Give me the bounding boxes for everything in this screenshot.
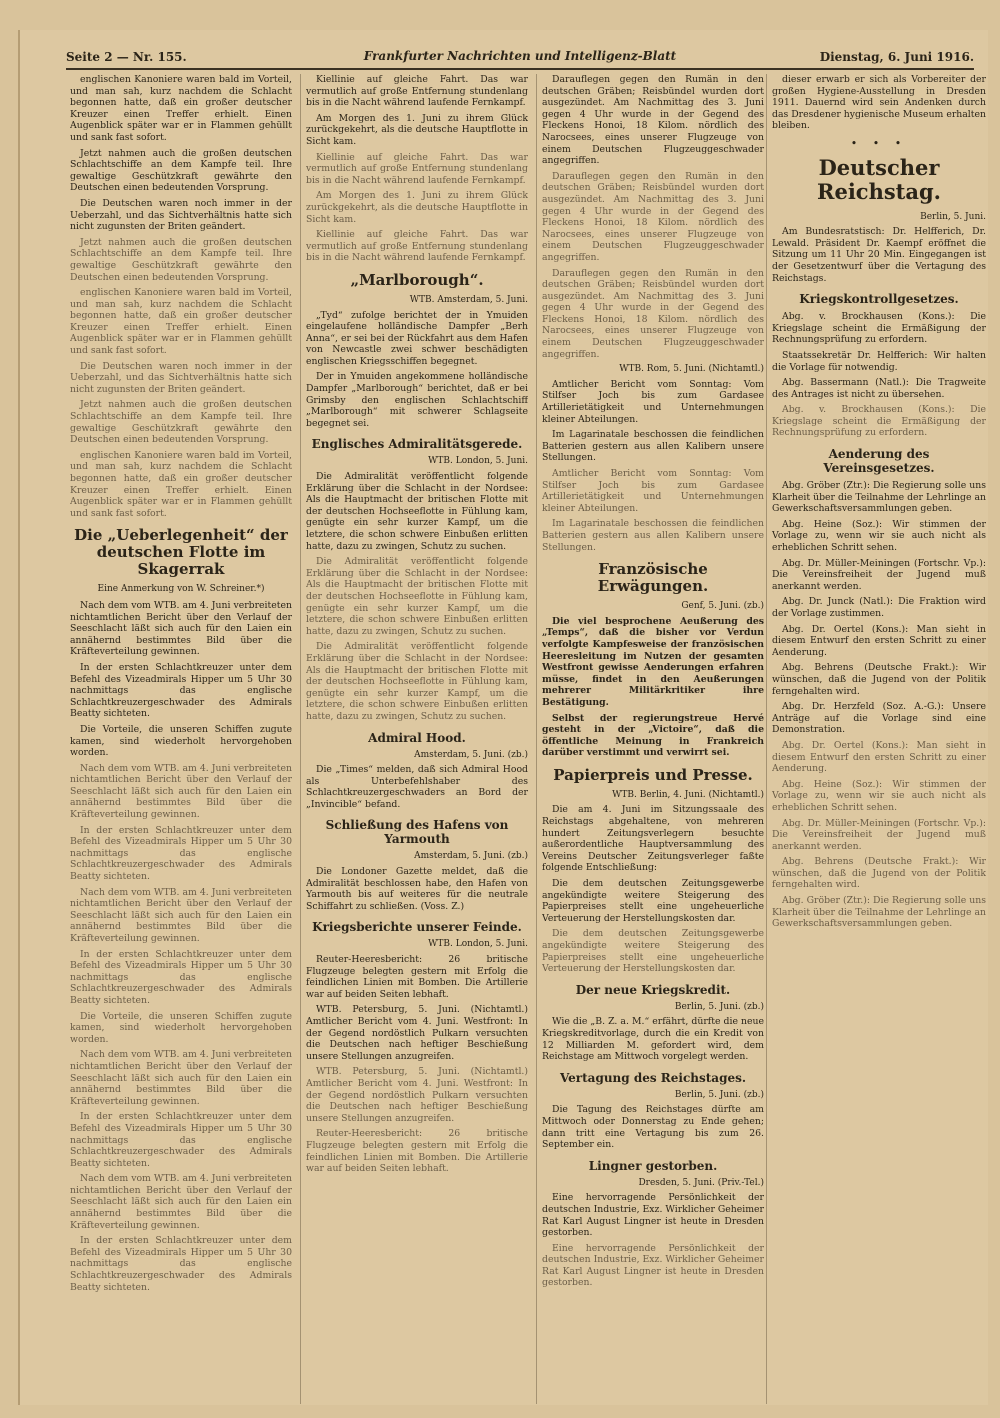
newspaper-title: Frankfurter Nachrichten und Intelligenz-Blatt	[363, 49, 677, 63]
paragraph: Im Lagarinatale beschossen die feindlichen Batterien gestern aus allen Kalibern unsere Stellungen.	[542, 429, 764, 464]
article-headline: Die „Ueberlegenheit“ der deutschen Flotte im Skagerrak	[74, 526, 288, 579]
paragraph: Kiellinie auf gleiche Fahrt. Das war vermutlich auf große Entfernung stundenlang bis in die Nacht während laufende Fernkampf.	[306, 74, 528, 109]
page-number: Seite 2 — Nr. 155.	[66, 50, 187, 64]
column-rule	[766, 74, 767, 1404]
paragraph: Die am 4. Juni im Sitzungssaale des Reichstags abgehaltene, von mehreren hundert Zeitungsverlegern besuchte außerordentliche Hauptversammlung des Vereins Deutscher Zeitungsverleger faßte folgende Entschließung:	[542, 804, 764, 874]
paragraph: Jetzt nahmen auch die großen deutschen Schlachtschiffe an dem Kampfe teil. Ihre gewaltige Geschützkraft gewährte den Deutschen einen bedeutenden Vorsprung.	[70, 236, 292, 283]
paragraph: Nach dem vom WTB. am 4. Juni verbreiteten nichtamtlichen Bericht über den Verlauf der Seeschlacht läßt sich auch für den Laien ein annähernd bestimmtes Bild über die Kräfteverteilung gewinnen.	[70, 1049, 292, 1107]
article-headline: Schließung des Hafens von Yarmouth	[325, 818, 509, 847]
dateline: WTB. Rom, 5. Juni. (Nichtamtl.)	[619, 364, 764, 375]
paragraph: In der ersten Schlachtkreuzer unter dem Befehl des Vizeadmirals Hipper um 5 Uhr 30 nachmittags das englische Schlachtkreuzergeschwader des Admirals Beatty sichteten.	[70, 661, 292, 720]
paragraph: Abg. Dr. Junck (Natl.): Die Fraktion wird der Vorlage zustimmen.	[772, 596, 986, 619]
article-headline: Französische Erwägungen.	[597, 560, 709, 596]
page-header	[66, 48, 974, 70]
article-headline: Deutscher Reichstag.	[817, 154, 941, 204]
paragraph: Im Lagarinatale beschossen die feindlichen Batterien gestern aus allen Kalibern unsere Stellungen.	[542, 518, 764, 553]
paragraph: Selbst der regierungstreue Hervé gesteht in der „Victoire“, daß die öffentliche Meinung in Frankreich darüber verstimmt und verwirrt sei.	[542, 712, 764, 759]
article-byline: Eine Anmerkung von W. Schreiner.*)	[97, 584, 265, 595]
column-3	[542, 74, 764, 1404]
paragraph: Kiellinie auf gleiche Fahrt. Das war vermutlich auf große Entfernung stundenlang bis in die Nacht während laufende Fernkampf.	[306, 229, 528, 264]
article-headline: „Marlborough“.	[350, 270, 484, 289]
paragraph: Abg. Behrens (Deutsche Frakt.): Wir wünschen, daß die Jugend von der Politik ferngehalten wird.	[772, 856, 986, 891]
paragraph: Abg. Heine (Soz.): Wir stimmen der Vorlage zu, wenn wir sie auch nicht als erheblichen Schritt sehen.	[772, 518, 986, 554]
paragraph: Die dem deutschen Zeitungsgewerbe angekündigte weitere Steigerung des Papierpreises stellt eine ungeheuerliche Verteuerung der Herstellungskosten dar.	[542, 928, 764, 975]
paragraph: Die dem deutschen Zeitungsgewerbe angekündigte weitere Steigerung des Papierpreises stellt eine ungeheuerliche Verteuerung der Herstellungskosten dar.	[542, 878, 764, 924]
paragraph: Die Admiralität veröffentlicht folgende Erklärung über die Schlacht in der Nordsee: Als die Hauptmacht der britischen Flotte mit der deutschen Hochseeflotte in Fühlung kam, genügte ein sehr kurzer Kampf, um die letztere, die schon schwere Einbußen erlitten hatte, dazu zu zwingen, Schutz zu suchen.	[306, 471, 528, 552]
paragraph: Der in Ymuiden angekommene holländische Dampfer „Marlborough“ berichtet, daß er bei Grimsby den englischen Schlachtschiff „Marlborough“ mit schwerer Schlagseite begegnet sei.	[306, 371, 528, 429]
dateline: Amsterdam, 5. Juni. (zb.)	[414, 749, 528, 760]
article-headline: Vertagung des Reichstages.	[559, 1070, 747, 1085]
paragraph: Die Admiralität veröffentlicht folgende Erklärung über die Schlacht in der Nordsee: Als die Hauptmacht der britischen Flotte mit der deutschen Hochseeflotte in Fühlung kam, genügte ein sehr kurzer Kampf, um die letztere, die schon schwere Einbußen erlitten hatte, dazu zu zwingen, Schutz zu suchen.	[306, 556, 528, 637]
newspaper-page	[18, 30, 988, 1405]
paragraph: Die Vorteile, die unseren Schiffen zugute kamen, sind wiederholt hervorgehoben worden.	[70, 1010, 292, 1045]
paragraph: Abg. v. Brockhausen (Kons.): Die Kriegslage scheint die Ermäßigung der Rechnungsprüfung zu erfordern.	[772, 311, 986, 346]
paragraph: Die Admiralität veröffentlicht folgende Erklärung über die Schlacht in der Nordsee: Als die Hauptmacht der britischen Flotte mit der deutschen Hochseeflotte in Fühlung kam, genügte ein sehr kurzer Kampf, um die letztere, die schon schwere Einbußen erlitten hatte, dazu zu zwingen, Schutz zu suchen.	[306, 641, 528, 722]
paragraph: Abg. Gröber (Ztr.): Die Regierung solle uns Klarheit über die Teilnahme der Lehrlinge an Gewerkschaftsversammlungen geben.	[772, 480, 986, 515]
dateline: Berlin, 5. Juni. (zb.)	[674, 1001, 764, 1012]
paragraph: Eine hervorragende Persönlichkeit der deutschen Industrie, Exz. Wirklicher Geheimer Rat Karl August Lingner ist heute in Dresden gestorben.	[542, 1242, 764, 1289]
article-headline: Kriegsberichte unserer Feinde.	[312, 920, 522, 935]
column-2	[306, 74, 528, 1404]
paragraph: Abg. Dr. Herzfeld (Soz. A.-G.): Unsere Anträge auf die Vorlage sind eine Demonstration.	[772, 701, 986, 736]
article-headline: Papierpreis und Presse.	[553, 765, 753, 784]
paragraph: Nach dem vom WTB. am 4. Juni verbreiteten nichtamtlichen Bericht über den Verlauf der Seeschlacht läßt sich auch für den Laien ein annähernd bestimmtes Bild über die Kräfteverteilung gewinnen.	[70, 762, 292, 821]
paragraph: WTB. Petersburg, 5. Juni. (Nichtamtl.) Amtlicher Bericht vom 4. Juni. Westfront: In der Gegend nordöstlich Pulkarn versuchten die Deutschen nach heftiger Beschießung unsere Stellungen anzugreifen.	[306, 1004, 528, 1062]
dateline: WTB. London, 5. Juni.	[428, 939, 528, 950]
dateline: WTB. Berlin, 4. Juni. (Nichtamtl.)	[612, 789, 764, 800]
dateline: WTB. London, 5. Juni.	[428, 456, 528, 467]
paragraph: Die viel besprochene Aeußerung des „Temps“, daß die bisher vor Verdun verfolgte Kampfesweise der französischen Heeresleitung im Nutzen der gesamten Westfront gewisse Aenderungen erfahren müsse, findet in den Aeußerungen mehrerer Militärkritiker ihre Bestätigung.	[542, 615, 764, 708]
paragraph: Die „Times“ melden, daß sich Admiral Hood als Unterbefehlshaber des Schlachtkreuzergeschwaders an Bord der „Invincible“ befand.	[306, 764, 528, 810]
paragraph: WTB. Petersburg, 5. Juni. (Nichtamtl.) Amtlicher Bericht vom 4. Juni. Westfront: In der Gegend nordöstlich Pulkarn versuchten die Deutschen nach heftiger Beschießung unsere Stellungen anzugreifen.	[306, 1066, 528, 1124]
paragraph: Abg. Dr. Müller-Meiningen (Fortschr. Vp.): Die Vereinsfreiheit der Jugend muß anerkannt werden.	[772, 817, 986, 852]
paragraph: Am Morgen des 1. Juni zu ihrem Glück zurückgekehrt, als die deutsche Hauptflotte in Sicht kam.	[306, 112, 528, 147]
paragraph: Abg. Dr. Müller-Meiningen (Fortschr. Vp.): Die Vereinsfreiheit der Jugend muß anerkannt werden.	[772, 557, 986, 592]
paragraph: Abg. Gröber (Ztr.): Die Regierung solle uns Klarheit über die Teilnahme der Lehrlinge an Gewerkschaftsversammlungen geben.	[772, 895, 986, 930]
paragraph: Wie die „B. Z. a. M.“ erfährt, dürfte die neue Kriegskreditvorlage, durch die ein Kredit von 12 Milliarden M. gefordert wird, dem Reichstage am Mittwoch vorgelegt werden.	[542, 1016, 764, 1063]
paragraph: Nach dem vom WTB. am 4. Juni verbreiteten nichtamtlichen Bericht über den Verlauf der Seeschlacht läßt sich auch für den Laien ein annähernd bestimmtes Bild über die Kräfteverteilung gewinnen.	[70, 1173, 292, 1231]
article-headline: Englisches Admiralitätsgerede.	[311, 437, 523, 452]
paragraph: Amtlicher Bericht vom Sonntag: Vom Stilfser Joch bis zum Gardasee Artillerietätigkeit und Unternehmungen kleiner Abteilungen.	[542, 378, 764, 425]
article-headline: Admiral Hood.	[368, 730, 466, 745]
paragraph: Am Bundesratstisch: Dr. Helfferich, Dr. Lewald. Präsident Dr. Kaempf eröffnet die Sitzung um 11 Uhr 20 Min. Eingegangen ist der Gesetzentwurf über die Vertagung des Reichstags.	[772, 226, 986, 284]
column-4	[772, 74, 986, 1404]
dateline: Dresden, 5. Juni. (Priv.-Tel.)	[638, 1177, 764, 1188]
paragraph: Abg. Behrens (Deutsche Frakt.): Wir wünschen, daß die Jugend von der Politik ferngehalten wird.	[772, 662, 986, 697]
dateline: WTB. Amsterdam, 5. Juni.	[409, 294, 528, 305]
paragraph: Nach dem vom WTB. am 4. Juni verbreiteten nichtamtlichen Bericht über den Verlauf der Seeschlacht läßt sich auch für den Laien ein annähernd bestimmtes Bild über die Kräfteverteilung gewinnen.	[70, 886, 292, 944]
column-rule	[536, 74, 537, 1404]
article-headline: Lingner gestorben.	[588, 1158, 718, 1173]
paragraph: In der ersten Schlachtkreuzer unter dem Befehl des Vizeadmirals Hipper um 5 Uhr 30 nachmittags das englische Schlachtkreuzergeschwader des Admirals Beatty sichteten.	[70, 1111, 292, 1169]
paragraph: Abg. v. Brockhausen (Kons.): Die Kriegslage scheint die Ermäßigung der Rechnungsprüfung zu erfordern.	[772, 404, 986, 439]
section-headline: Kriegskontrollgesetzes.	[799, 292, 959, 307]
section-separator: • • •	[850, 136, 908, 150]
paragraph: Abg. Heine (Soz.): Wir stimmen der Vorlage zu, wenn wir sie auch nicht als erheblichen Schritt sehen.	[772, 778, 986, 813]
paragraph: Eine hervorragende Persönlichkeit der deutschen Industrie, Exz. Wirklicher Geheimer Rat Karl August Lingner ist heute in Dresden gestorben.	[542, 1192, 764, 1239]
paragraph: englischen Kanoniere waren bald im Vorteil, und man sah, kurz nachdem die Schlacht begonnen hatte, daß ein großer deutscher Kreuzer einen Treffer erhielt. Einen Augenblick später war er in Flammen gehüllt und sank fast sofort.	[70, 74, 292, 143]
paragraph: Die Tagung des Reichstages dürfte am Mittwoch oder Donnerstag zu Ende gehen; dann tritt eine Vertagung bis zum 26. September ein.	[542, 1104, 764, 1151]
paragraph: Die Deutschen waren noch immer in der Ueberzahl, und das Sichtverhältnis hatte sich nicht zugunsten der Briten geändert.	[70, 360, 292, 395]
section-headline: Aenderung des Vereinsgesetzes.	[823, 447, 935, 476]
paragraph: Reuter-Heeresbericht: 26 britische Flugzeuge belegten gestern mit Erfolg die feindlichen Linien mit Bomben. Die Artillerie war auf beiden Seiten lebhaft.	[306, 1128, 528, 1175]
paragraph: Jetzt nahmen auch die großen deutschen Schlachtschiffe an dem Kampfe teil. Ihre gewaltige Geschützkraft gewährte den Deutschen einen bedeutenden Vorsprung.	[70, 399, 292, 446]
paragraph: Abg. Dr. Oertel (Kons.): Man sieht in diesem Entwurf den ersten Schritt zu einer Aenderung.	[772, 739, 986, 775]
dateline: Amsterdam, 5. Juni. (zb.)	[414, 851, 528, 862]
paragraph: Darauflegen gegen den Rumän in den deutschen Gräben; Reisbündel wurden dort ausgezündet. Am Nachmittag des 3. Juni gegen 4 Uhr wurde in der Gegend des Fleckens Honoi, 18 Kilom. nördlich des Narocsees, eines unserer Flugzeuge von einem Deutschen Flugzeuggeschwader angegriffen.	[542, 74, 764, 167]
paragraph: englischen Kanoniere waren bald im Vorteil, und man sah, kurz nachdem die Schlacht begonnen hatte, daß ein großer deutscher Kreuzer einen Treffer erhielt. Einen Augenblick später war er in Flammen gehüllt und sank fast sofort.	[70, 287, 292, 357]
dateline: Berlin, 5. Juni.	[920, 211, 986, 222]
paragraph: Die Deutschen waren noch immer in der Ueberzahl, und das Sichtverhältnis hatte sich nicht zugunsten der Briten geändert.	[70, 197, 292, 233]
issue-date: Dienstag, 6. Juni 1916.	[819, 50, 974, 64]
paragraph: dieser erwarb er sich als Vorbereiter der großen Hygiene-Ausstellung in Dresden 1911. Dauernd wird sein Andenken durch das Dresdener hygienische Museum erhalten bleiben.	[772, 74, 986, 132]
column-rule	[300, 74, 301, 1404]
paragraph: Staatssekretär Dr. Helfferich: Wir halten die Vorlage für notwendig.	[772, 349, 986, 373]
paragraph: Nach dem vom WTB. am 4. Juni verbreiteten nichtamtlichen Bericht über den Verlauf der Seeschlacht läßt sich auch für den Laien ein annähernd bestimmtes Bild über die Kräfteverteilung gewinnen.	[70, 599, 292, 658]
paragraph: Darauflegen gegen den Rumän in den deutschen Gräben; Reisbündel wurden dort ausgezündet. Am Nachmittag des 3. Juni gegen 4 Uhr wurde in der Gegend des Fleckens Honoi, 18 Kilom. nördlich des Narocsees, eines unserer Flugzeuge von einem Deutschen Flugzeuggeschwader angegriffen.	[542, 267, 764, 360]
paragraph: „Tyd“ zufolge berichtet der in Ymuiden eingelaufene holländische Dampfer „Berh Anna“, er sei bei der Rückfahrt aus dem Hafen von Newcastle zwei schwer beschädigten englischen Kriegsschiffen begegnet.	[306, 309, 528, 367]
paragraph: Amtlicher Bericht vom Sonntag: Vom Stilfser Joch bis zum Gardasee Artillerietätigkeit und Unternehmungen kleiner Abteilungen.	[542, 468, 764, 514]
paragraph: Abg. Dr. Oertel (Kons.): Man sieht in diesem Entwurf den ersten Schritt zu einer Aenderung.	[772, 623, 986, 658]
dateline: Berlin, 5. Juni. (zb.)	[674, 1089, 764, 1100]
paragraph: englischen Kanoniere waren bald im Vorteil, und man sah, kurz nachdem die Schlacht begonnen hatte, daß ein großer deutscher Kreuzer einen Treffer erhielt. Einen Augenblick später war er in Flammen gehüllt und sank fast sofort.	[70, 449, 292, 519]
paragraph: Am Morgen des 1. Juni zu ihrem Glück zurückgekehrt, als die deutsche Hauptflotte in Sicht kam.	[306, 190, 528, 225]
paragraph: In der ersten Schlachtkreuzer unter dem Befehl des Vizeadmirals Hipper um 5 Uhr 30 nachmittags das englische Schlachtkreuzergeschwader des Admirals Beatty sichteten.	[70, 824, 292, 883]
paragraph: In der ersten Schlachtkreuzer unter dem Befehl des Vizeadmirals Hipper um 5 Uhr 30 nachmittags das englische Schlachtkreuzergeschwader des Admirals Beatty sichteten.	[70, 1235, 292, 1293]
paragraph: Jetzt nahmen auch die großen deutschen Schlachtschiffe an dem Kampfe teil. Ihre gewaltige Geschützkraft gewährte den Deutschen einen bedeutenden Vorsprung.	[70, 147, 292, 194]
paragraph: Reuter-Heeresbericht: 26 britische Flugzeuge belegten gestern mit Erfolg die feindlichen Linien mit Bomben. Die Artillerie war auf beiden Seiten lebhaft.	[306, 954, 528, 1000]
paragraph: Kiellinie auf gleiche Fahrt. Das war vermutlich auf große Entfernung stundenlang bis in die Nacht während laufende Fernkampf.	[306, 151, 528, 186]
article-headline: Der neue Kriegskredit.	[575, 982, 731, 997]
paragraph: Die Vorteile, die unseren Schiffen zugute kamen, sind wiederholt hervorgehoben worden.	[70, 723, 292, 759]
dateline: Genf, 5. Juni. (zb.)	[681, 601, 764, 612]
paragraph: Darauflegen gegen den Rumän in den deutschen Gräben; Reisbündel wurden dort ausgezündet. Am Nachmittag des 3. Juni gegen 4 Uhr wurde in der Gegend des Fleckens Honoi, 18 Kilom. nördlich des Narocsees, eines unserer Flugzeuge von einem Deutschen Flugzeuggeschwader angegriffen.	[542, 170, 764, 263]
column-1	[70, 74, 292, 1404]
paragraph: In der ersten Schlachtkreuzer unter dem Befehl des Vizeadmirals Hipper um 5 Uhr 30 nachmittags das englische Schlachtkreuzergeschwader des Admirals Beatty sichteten.	[70, 948, 292, 1006]
paragraph: Die Londoner Gazette meldet, daß die Admiralität beschlossen habe, den Hafen von Yarmouth bis auf weiteres für die neutrale Schiffahrt zu schließen. (Voss. Z.)	[306, 866, 528, 912]
paragraph: Abg. Bassermann (Natl.): Die Tragweite des Antrages ist nicht zu übersehen.	[772, 377, 986, 400]
